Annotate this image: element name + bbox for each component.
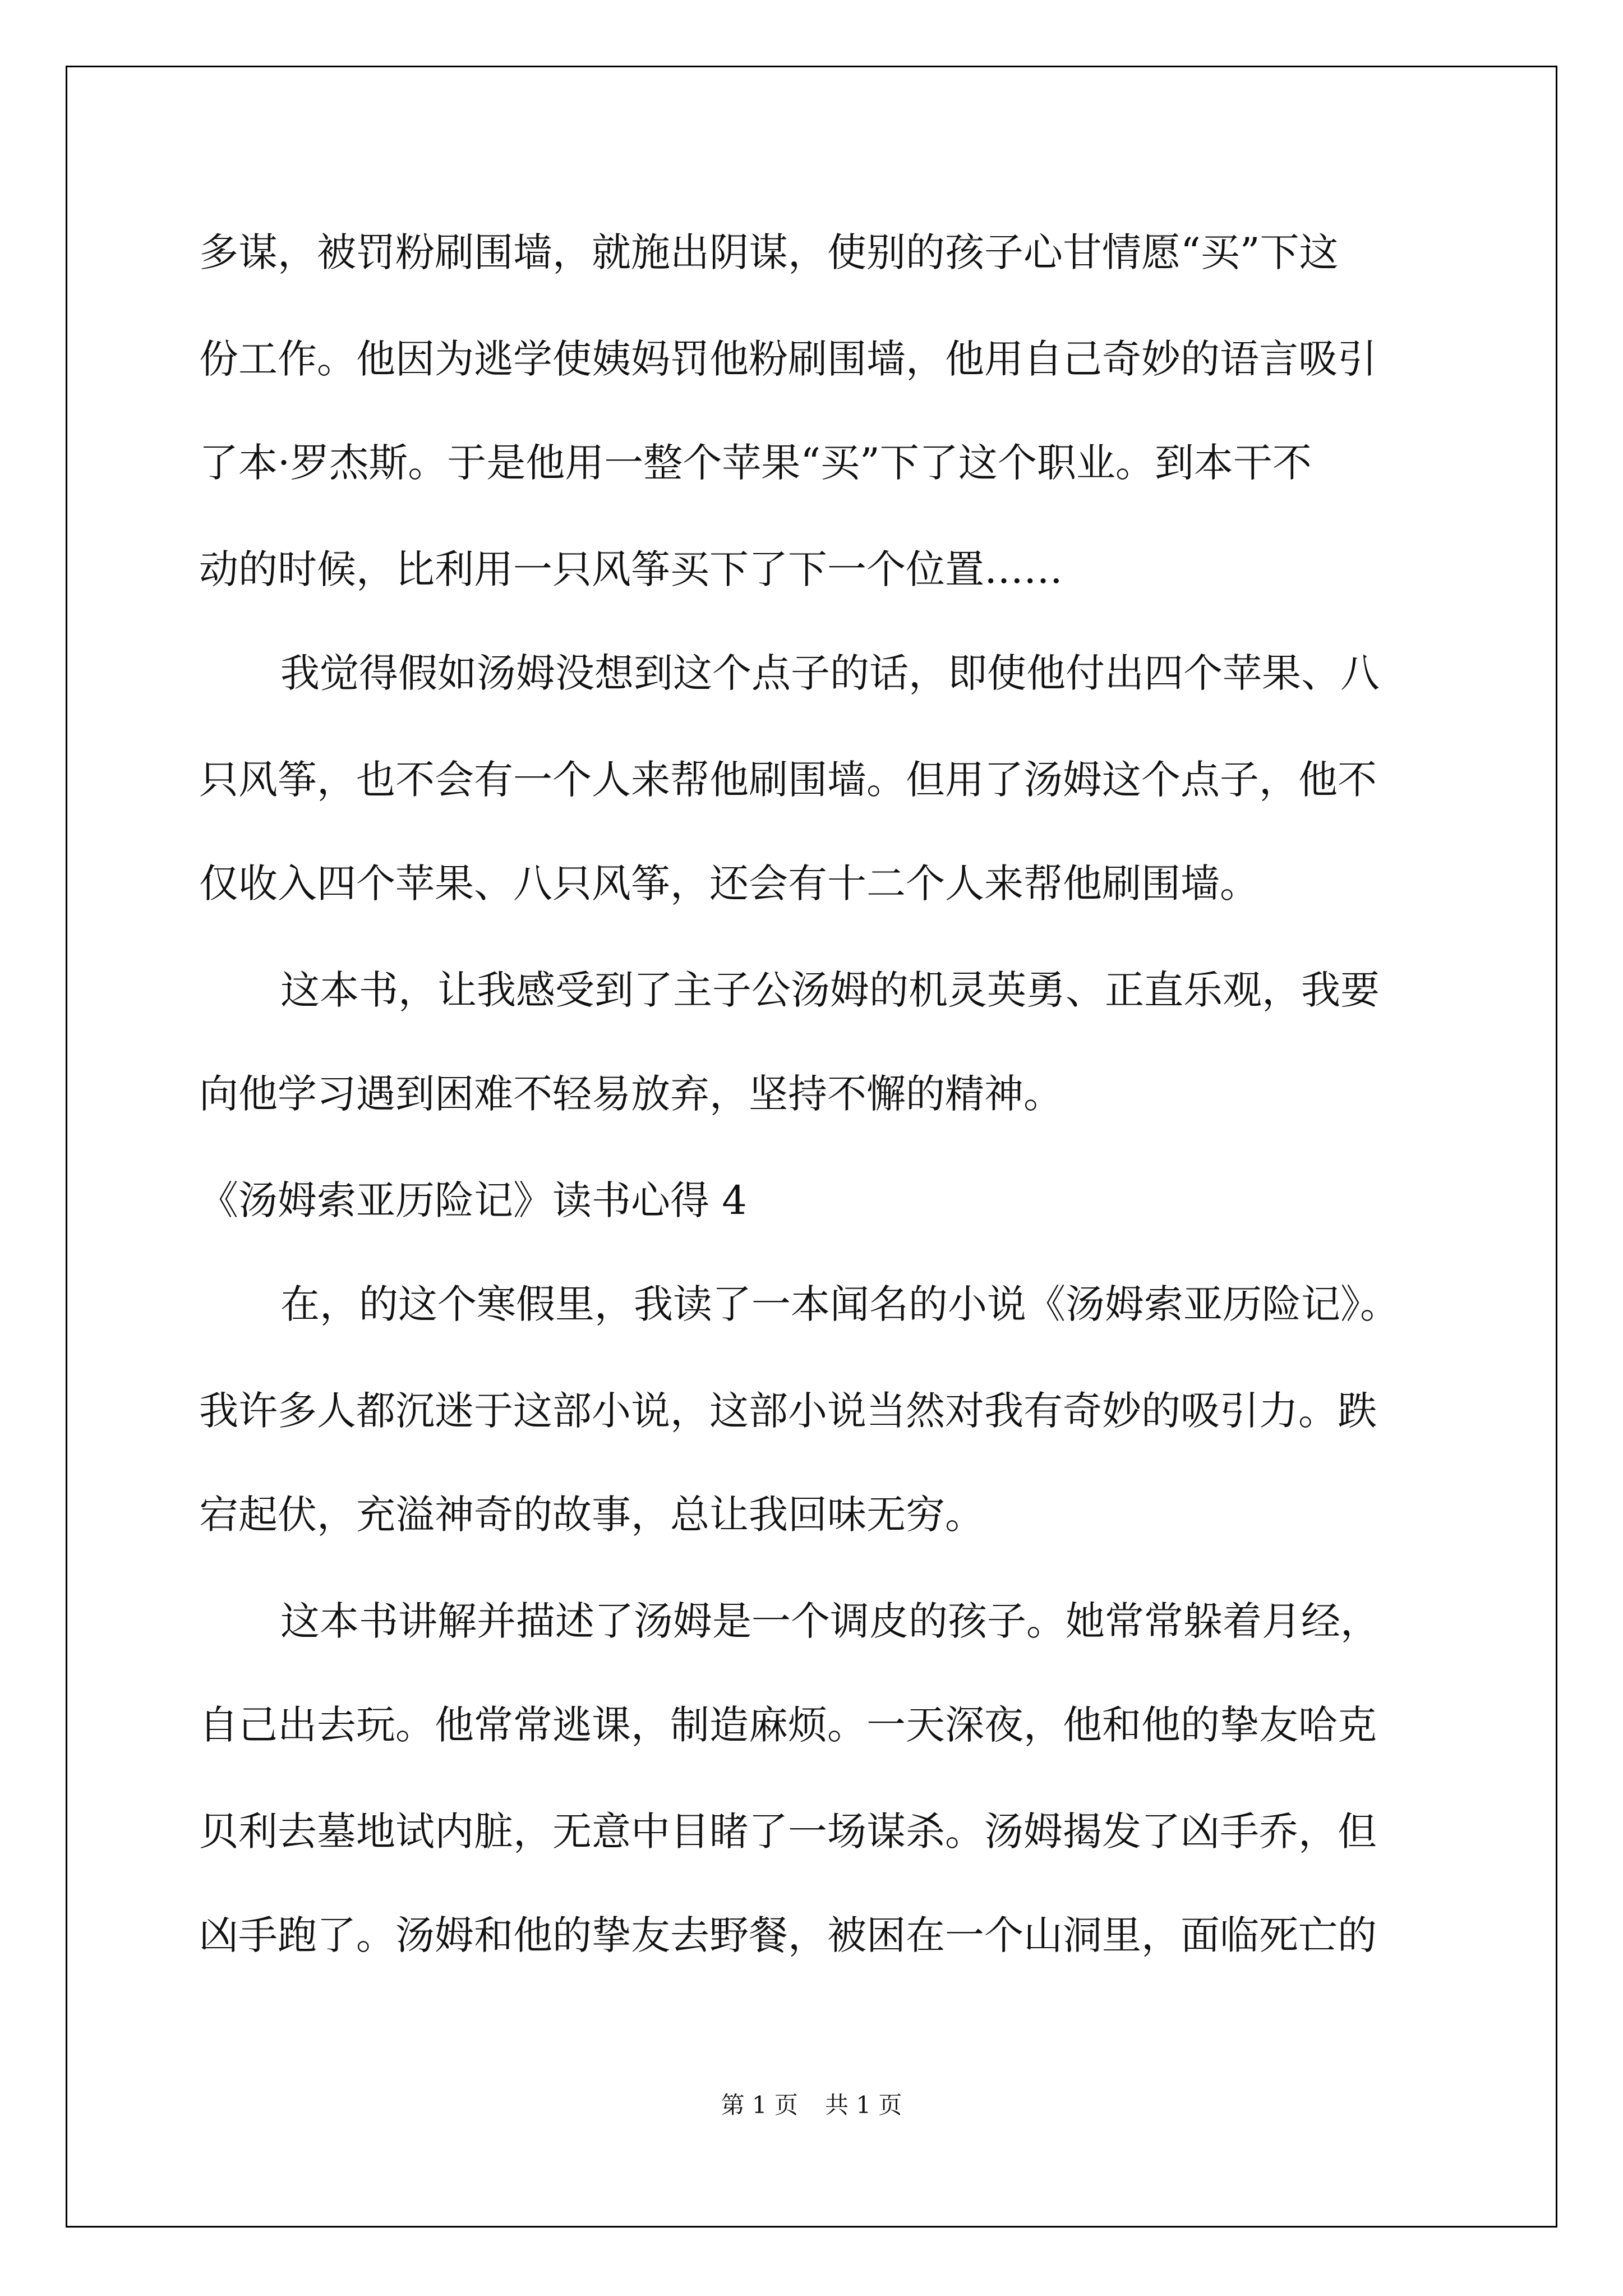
body-text-line: 向他学习遇到困难不轻易放弃，坚持不懈的精神。 (199, 1071, 1063, 1117)
body-text-line: 我许多人都沉迷于这部小说，这部小说当然对我有奇妙的吸引力。跌 (199, 1388, 1377, 1434)
body-text-line: 多谋，被罚粉刷围墙，就施出阴谋，使别的孩子心甘情愿“买”下这 (199, 229, 1339, 275)
body-text-line: 宕起伏，充溢神奇的故事，总让我回味无穷。 (199, 1492, 984, 1538)
body-text-line: 自己出去玩。他常常逃课，制造麻烦。一天深夜，他和他的挚友哈克 (199, 1702, 1377, 1748)
paragraph-first-line: 这本书讲解并描述了汤姆是一个调皮的孩子。她常常躲着月经， (280, 1598, 1380, 1644)
total-pages: 共 1 页 (825, 2091, 902, 2119)
paragraph-first-line: 我觉得假如汤姆没想到这个点子的话，即使他付出四个苹果、八 (280, 650, 1380, 696)
page-number: 第 1 页 (721, 2091, 798, 2119)
body-text-line: 份工作。他因为逃学使姨妈罚他粉刷围墙，他用自己奇妙的语言吸引 (199, 336, 1377, 382)
body-text-line: 凶手跑了。汤姆和他的挚友去野餐，被困在一个山洞里，面临死亡的 (199, 1912, 1377, 1958)
body-text-line: 仅收入四个苹果、八只风筝，还会有十二个人来帮他刷围墙。 (199, 861, 1259, 907)
body-text-line: 只风筝，也不会有一个人来帮他刷围墙。但用了汤姆这个点子，他不 (199, 757, 1377, 803)
paragraph-first-line: 在，的这个寒假里，我读了一本闻名的小说《汤姆索亚历险记》。 (280, 1281, 1399, 1327)
paragraph-first-line: 这本书，让我感受到了主子公汤姆的机灵英勇、正直乐观，我要 (280, 967, 1380, 1013)
body-text-line: 动的时候，比利用一只风筝买下了下一个位置…… (199, 546, 1063, 592)
page-border (66, 66, 1557, 2228)
body-text-line: 贝利去墓地试内脏，无意中目睹了一场谋杀。汤姆揭发了凶手乔，但 (199, 1809, 1377, 1855)
page-footer (0, 2090, 1623, 2121)
section-heading: 《汤姆索亚历险记》读书心得 4 (199, 1177, 747, 1223)
body-text-line: 了本·罗杰斯。于是他用一整个苹果“买”下了这个职业。到本干不 (199, 440, 1312, 486)
